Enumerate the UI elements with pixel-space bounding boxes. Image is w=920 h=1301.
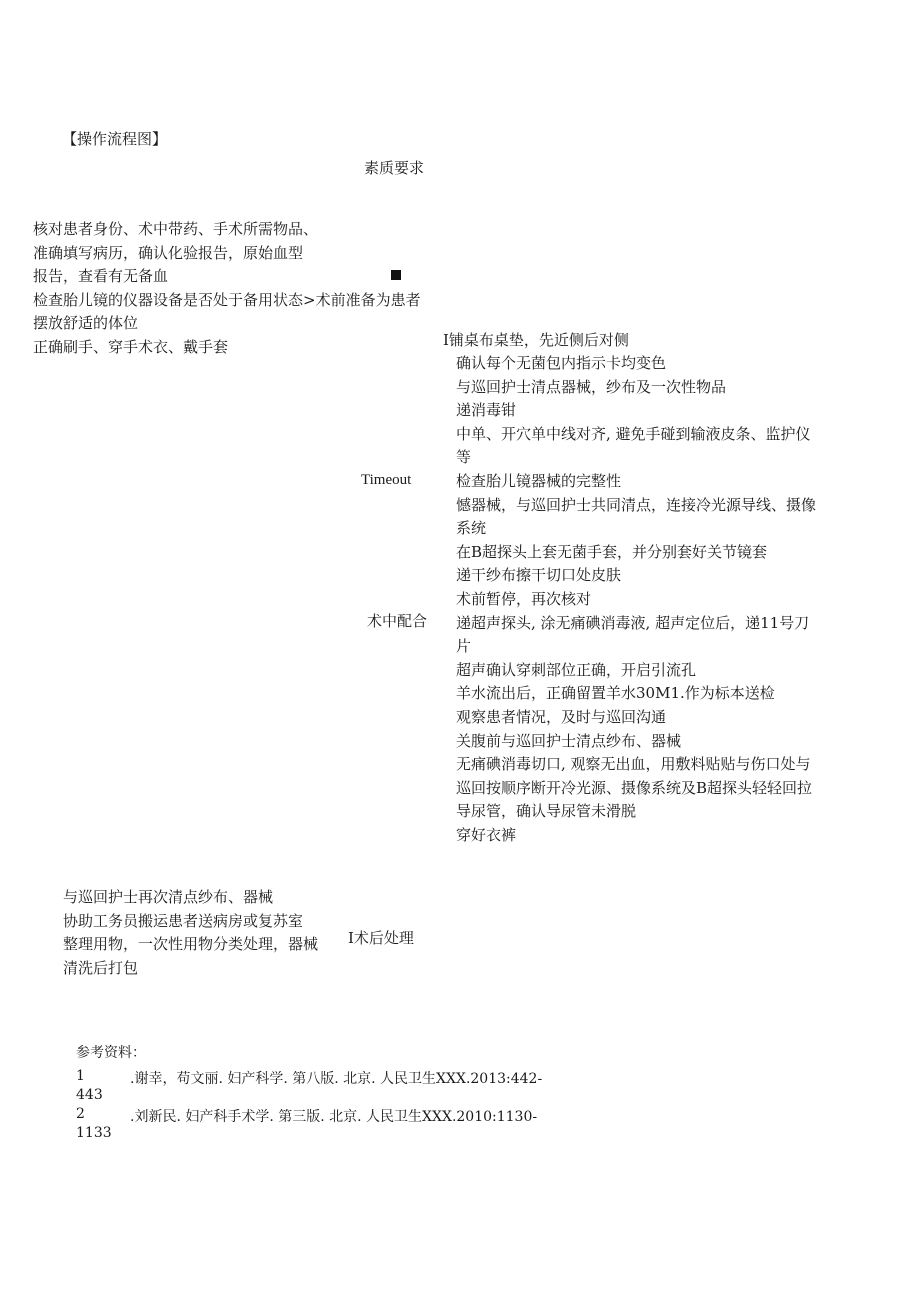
node-timeout: Timeout xyxy=(361,472,412,488)
intraop-step: 憾器械，与巡回护士共同清点，连接冷光源导线、摄像 xyxy=(456,495,817,514)
reference-text: .谢幸，苟文丽. 妇产科学. 第八版. 北京. 人民卫生XXX.2013:442- xyxy=(130,1071,543,1087)
intraop-step: 片 xyxy=(456,637,472,656)
flow-marker-square-icon xyxy=(391,270,401,280)
node-intraop-cooperation: 术中配合 xyxy=(367,612,428,630)
intraop-step: 无痛碘消毒切口, 观察无出血，用敷料贴贴与伤口处与 xyxy=(456,755,811,774)
intraop-step: 与巡回护士清点器械，纱布及一次性物品 xyxy=(456,377,727,396)
intraop-steps xyxy=(456,352,816,847)
intraop-step: 关腹前与巡回护士清点纱布、器械 xyxy=(456,731,682,750)
preop-step: 准确填写病历，确认化验报告，原始血型 xyxy=(33,243,304,262)
preop-steps xyxy=(33,218,421,360)
intraop-step: 递超声探头, 涂无痛碘消毒液, 超声定位后，递11号刀 xyxy=(456,613,810,632)
postop-step: 清洗后打包 xyxy=(63,958,139,977)
intraop-step: 递干纱布擦干切口处皮肤 xyxy=(456,566,622,585)
reference-number: 1 xyxy=(76,1068,85,1084)
node-quality-requirements: 素质要求 xyxy=(364,159,425,177)
reference-text-continued: 443 xyxy=(76,1087,103,1103)
node-postop-handling: I术后处理 xyxy=(348,929,414,947)
references-title: 参考资料： xyxy=(76,1045,146,1061)
reference-text: .刘新民. 妇产科手术学. 第三版. 北京. 人民卫生XXX.2010:1130- xyxy=(130,1109,538,1125)
postop-step: 协助工务员搬运患者送病房或复苏室 xyxy=(63,911,304,930)
preop-step: 正确刷手、穿手术衣、戴手套 xyxy=(33,337,229,356)
intraop-step: 穿好衣裤 xyxy=(456,825,517,844)
intraop-step: 确认每个无菌包内指示卡均变色 xyxy=(456,354,667,372)
intraop-step: 超声确认穿刺部位正确，开启引流孔 xyxy=(456,660,697,679)
intraop-step-first: I铺桌布桌垫，先近侧后对侧 xyxy=(443,331,629,349)
reference-item xyxy=(76,1068,596,1108)
postop-step: 整理用物，一次性用物分类处理，器械 xyxy=(63,935,319,954)
preop-step: 摆放舒适的体位 xyxy=(33,314,139,333)
intraop-step: 羊水流出后，正确留置羊水30M1.作为标本送检 xyxy=(456,684,775,703)
reference-number: 2 xyxy=(76,1106,85,1122)
reference-item xyxy=(76,1106,596,1146)
postop-step: 与巡回护士再次清点纱布、器械 xyxy=(63,888,274,906)
page-heading: 【操作流程图】 xyxy=(62,130,168,148)
postop-steps xyxy=(63,886,318,980)
reference-text-continued: 1133 xyxy=(76,1125,112,1141)
intraop-step: 术前暂停，再次核对 xyxy=(456,589,592,608)
preop-step: 核对患者身份、术中带药、手术所需物品、 xyxy=(33,220,319,238)
intraop-step: 巡回按顺序断开冷光源、摄像系统及B超探头轻轻回拉 xyxy=(456,778,813,797)
intraop-step: 递消毒钳 xyxy=(456,401,517,420)
preop-step: 报告，查看有无备血 xyxy=(33,267,169,286)
intraop-step: 检查胎儿镜器械的完整性 xyxy=(456,471,622,490)
intraop-step: 导尿管，确认导尿管未滑脱 xyxy=(456,802,637,821)
intraop-step: 等 xyxy=(456,448,472,467)
intraop-step: 中单、开穴单中线对齐, 避免手碰到输液皮条、监护仪 xyxy=(456,424,811,443)
intraop-step: 系统 xyxy=(456,519,487,538)
intraop-step: 在B超探头上套无菌手套，并分别套好关节镜套 xyxy=(456,542,768,561)
preop-step: 检查胎儿镜的仪器设备是否处于备用状态>术前准备为患者 xyxy=(33,290,421,309)
intraop-step: 观察患者情况，及时与巡回沟通 xyxy=(456,707,667,726)
